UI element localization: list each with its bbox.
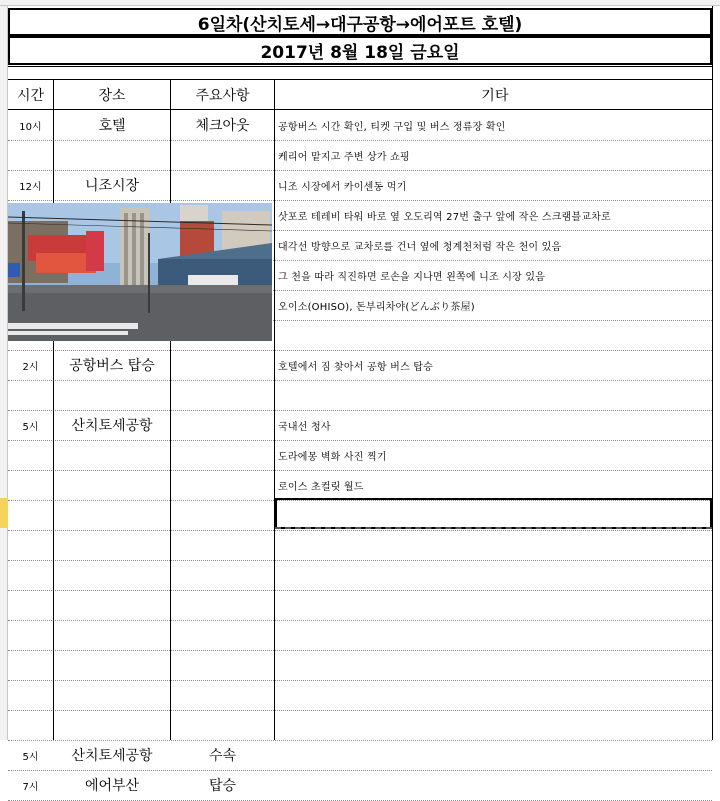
cell-place[interactable] (54, 680, 170, 710)
cell-time[interactable] (8, 560, 53, 590)
cell-main[interactable] (171, 410, 274, 440)
column-header-strip[interactable] (0, 0, 720, 6)
cell-etc[interactable]: 로이스 초컬릿 월드 (278, 481, 364, 493)
cell-main[interactable] (171, 710, 274, 740)
cell-time[interactable] (8, 500, 53, 530)
cell-main[interactable] (171, 500, 274, 530)
cell-etc[interactable] (278, 710, 712, 740)
column-line (53, 80, 54, 740)
cell-time[interactable] (8, 620, 53, 650)
cell-place[interactable] (54, 500, 170, 530)
row-line (8, 79, 712, 80)
cell-place[interactable]: 공항버스 탑승 (69, 358, 155, 374)
cell-etc[interactable]: 케리어 맡지고 주변 상가 쇼핑 (278, 151, 410, 163)
cell-place[interactable]: 니조시장 (84, 178, 140, 194)
cell-place[interactable]: 에어부산 (84, 778, 140, 794)
cell-place[interactable] (54, 590, 170, 620)
header-place[interactable]: 장소 (98, 87, 126, 104)
cell-place[interactable] (54, 710, 170, 740)
cell-time[interactable]: 5시 (22, 421, 39, 433)
selected-cell[interactable] (275, 498, 712, 529)
cell-place[interactable] (54, 560, 170, 590)
cell-main[interactable] (171, 440, 274, 470)
cell-main[interactable] (171, 620, 274, 650)
cell-etc[interactable] (278, 380, 712, 410)
header-main[interactable]: 주요사항 (195, 87, 250, 104)
row-line (8, 66, 712, 67)
selected-row-header[interactable] (0, 498, 8, 528)
cell-main[interactable] (171, 560, 274, 590)
cell-etc[interactable]: 그 천을 따라 직진하면 로손을 지나면 왼쪽에 니조 시장 있음 (278, 271, 546, 283)
cell-main[interactable] (171, 530, 274, 560)
cell-time[interactable]: 10시 (19, 121, 42, 133)
cell-etc[interactable] (278, 320, 712, 350)
cell-time[interactable]: 2시 (22, 361, 39, 373)
header-etc[interactable]: 기타 (481, 87, 509, 104)
cell-main[interactable]: 탑승 (208, 778, 237, 794)
cell-place[interactable] (54, 620, 170, 650)
cell-place[interactable]: 호텔 (98, 118, 126, 134)
cell-etc[interactable] (278, 590, 712, 620)
cell-etc[interactable] (278, 620, 712, 650)
cell-place[interactable] (54, 470, 170, 500)
cell-main[interactable] (171, 170, 274, 200)
date-cell[interactable]: 2017년 8월 18일 금요일 (8, 36, 712, 65)
cell-etc[interactable]: 공항버스 시간 확인, 티켓 구입 및 버스 정류장 확인 (278, 121, 506, 133)
cell-place[interactable] (54, 380, 170, 410)
cell-main[interactable] (171, 470, 274, 500)
cell-main[interactable] (171, 350, 274, 380)
cell-time[interactable]: 7시 (22, 781, 39, 793)
cell-time[interactable] (8, 650, 53, 680)
column-line (274, 80, 275, 740)
cell-main[interactable] (171, 590, 274, 620)
cell-place[interactable] (54, 650, 170, 680)
cell-main[interactable] (171, 680, 274, 710)
cell-place[interactable]: 산치토세공항 (71, 748, 153, 764)
right-gutter (712, 6, 720, 740)
column-line (712, 6, 713, 740)
cell-etc[interactable] (278, 770, 712, 800)
cell-etc[interactable]: 오이소(OHISO), 돈부리차야(どんぶり茶屋) (278, 301, 475, 313)
column-line (170, 80, 171, 740)
cell-etc[interactable]: 삿포로 테레비 타워 바로 옆 오도리역 27번 출구 앞에 작은 스크램블교차로 (278, 211, 611, 223)
cell-main[interactable] (171, 140, 274, 170)
cell-etc[interactable] (278, 650, 712, 680)
copy-marquee (275, 527, 712, 529)
cell-etc[interactable] (278, 680, 712, 710)
cell-place[interactable] (54, 140, 170, 170)
cell-time[interactable] (8, 710, 53, 740)
cell-etc[interactable] (278, 740, 712, 770)
cell-main[interactable]: 수속 (208, 748, 237, 764)
cell-place[interactable] (54, 440, 170, 470)
cell-time[interactable] (8, 140, 53, 170)
cell-main[interactable] (171, 650, 274, 680)
cell-main[interactable] (171, 380, 274, 410)
cell-etc[interactable]: 호텔에서 짐 찾아서 공항 버스 탑승 (278, 361, 433, 373)
cell-time[interactable] (8, 590, 53, 620)
nijo-market-photo[interactable] (8, 203, 272, 341)
header-time[interactable]: 시간 (16, 87, 45, 104)
cell-time[interactable]: 12시 (19, 181, 42, 193)
cell-etc[interactable]: 니조 시장에서 카이센동 먹기 (278, 181, 407, 193)
cell-main[interactable]: 체크아웃 (195, 118, 250, 134)
row-header-gutter[interactable] (0, 6, 8, 740)
cell-time[interactable] (8, 440, 53, 470)
cell-etc[interactable] (278, 530, 712, 560)
cell-place[interactable]: 산치토세공항 (71, 418, 153, 434)
cell-place[interactable] (54, 530, 170, 560)
cell-time[interactable] (8, 380, 53, 410)
cell-etc[interactable]: 대각선 방향으로 교차로를 건너 옆에 청계천처럼 작은 천이 있음 (278, 241, 562, 253)
cell-etc[interactable] (278, 560, 712, 590)
cell-time[interactable] (8, 530, 53, 560)
cell-etc[interactable]: 국내선 청사 (278, 421, 331, 433)
cell-time[interactable] (8, 470, 53, 500)
cell-time[interactable] (8, 680, 53, 710)
cell-time[interactable]: 5시 (22, 751, 39, 763)
cell-etc[interactable]: 도라에몽 벽화 사진 찍기 (278, 451, 387, 463)
street-scene-image (8, 203, 272, 341)
sheet-title[interactable]: 6일차(산치토세→대구공항→에어포트 호텔) (8, 8, 712, 36)
